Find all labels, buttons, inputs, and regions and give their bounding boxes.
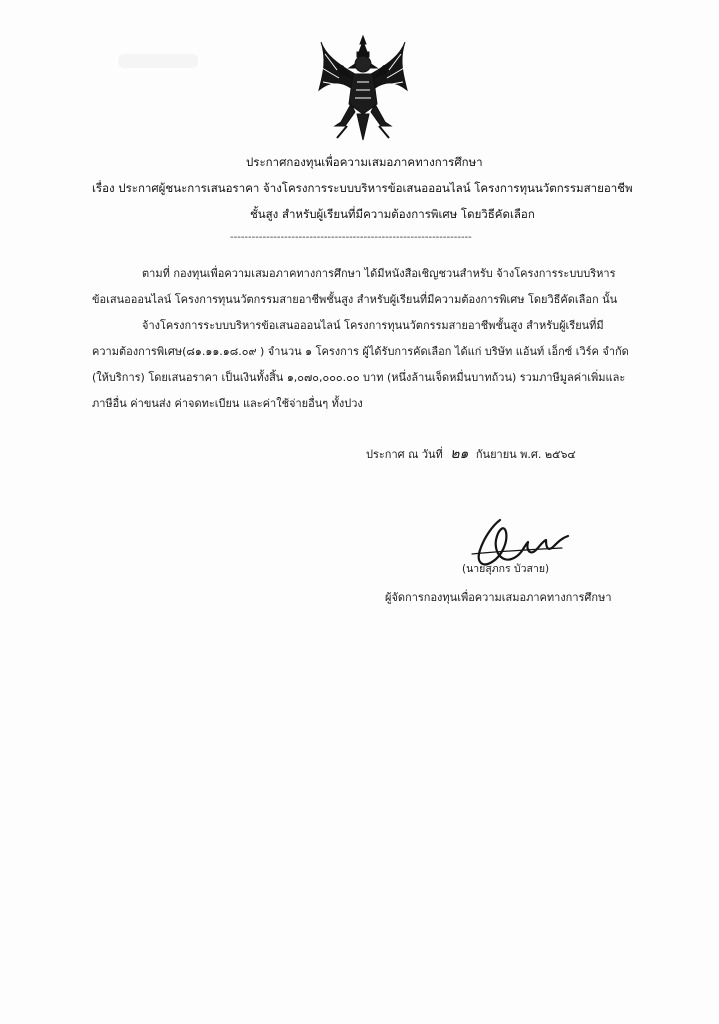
subject-line-1: เรื่อง ประกาศผู้ชนะการเสนอราคา จ้างโครงการระบบบริหารข้อเสนอออนไลน์ โครงการทุนนวัตกรรมสายอาชีพ — [92, 181, 633, 195]
paragraph-2-line-4: ภาษีอื่น ค่าขนส่ง ค่าจดทะเบียน และค่าใช้จ่ายอื่นๆ ทั้งปวง — [92, 397, 363, 410]
scan-smudge — [118, 54, 198, 68]
paragraph-2-line-2: ความต้องการพิเศษ(๘๑.๑๑.๑๘.๐๙ ) จำนวน ๑ โครงการ ผู้ได้รับการคัดเลือก ได้แก่ บริษัท แอ้นท์ เอ็กซ์ เวิร์ค จำกัด — [92, 345, 629, 358]
signatory-title: ผู้จัดการกองทุนเพื่อความเสมอภาคทางการศึกษา — [385, 591, 612, 604]
paragraph-2-line-1: จ้างโครงการระบบบริหารข้อเสนอออนไลน์ โครงการทุนนวัตกรรมสายอาชีพชั้นสูง สำหรับผู้เรียนที่มี — [142, 319, 604, 332]
paragraph-1-line-1: ตามที่ กองทุนเพื่อความเสมอภาคทางการศึกษา ได้มีหนังสือเชิญชวนสำหรับ จ้างโครงการระบบบริหาร — [142, 267, 616, 280]
dashed-divider: ------------------------------------------------------------------- — [230, 232, 472, 243]
date-suffix: กันยายน พ.ศ. ๒๕๖๔ — [475, 448, 576, 461]
paragraph-2-line-3: (ให้บริการ) โดยเสนอราคา เป็นเงินทั้งสิ้น ๑,๐๗๐,๐๐๐.๐๐ บาท (หนึ่งล้านเจ็ดหมื่นบาทถ้วน) รวมภาษีมูลค่าเพิ่มและ — [92, 371, 626, 384]
paragraph-1-line-2: ข้อเสนอออนไลน์ โครงการทุนนวัตกรรมสายอาชีพชั้นสูง สำหรับผู้เรียนที่มีความต้องการพิเศษ โดยวิธีคัดเลือก นั้น — [92, 293, 618, 306]
signatory-name: (นายสุภกร บัวสาย) — [462, 563, 550, 575]
announcement-date — [366, 446, 576, 463]
date-prefix: ประกาศ ณ วันที่ — [366, 448, 443, 461]
subject-line-2: ชั้นสูง สำหรับผู้เรียนที่มีความต้องการพิเศษ โดยวิธีคัดเลือก — [250, 207, 535, 221]
date-day: ๒๑ — [450, 446, 469, 462]
garuda-emblem-icon — [317, 34, 409, 144]
announcement-heading: ประกาศกองทุนเพื่อความเสมอภาคทางการศึกษา — [246, 155, 483, 169]
